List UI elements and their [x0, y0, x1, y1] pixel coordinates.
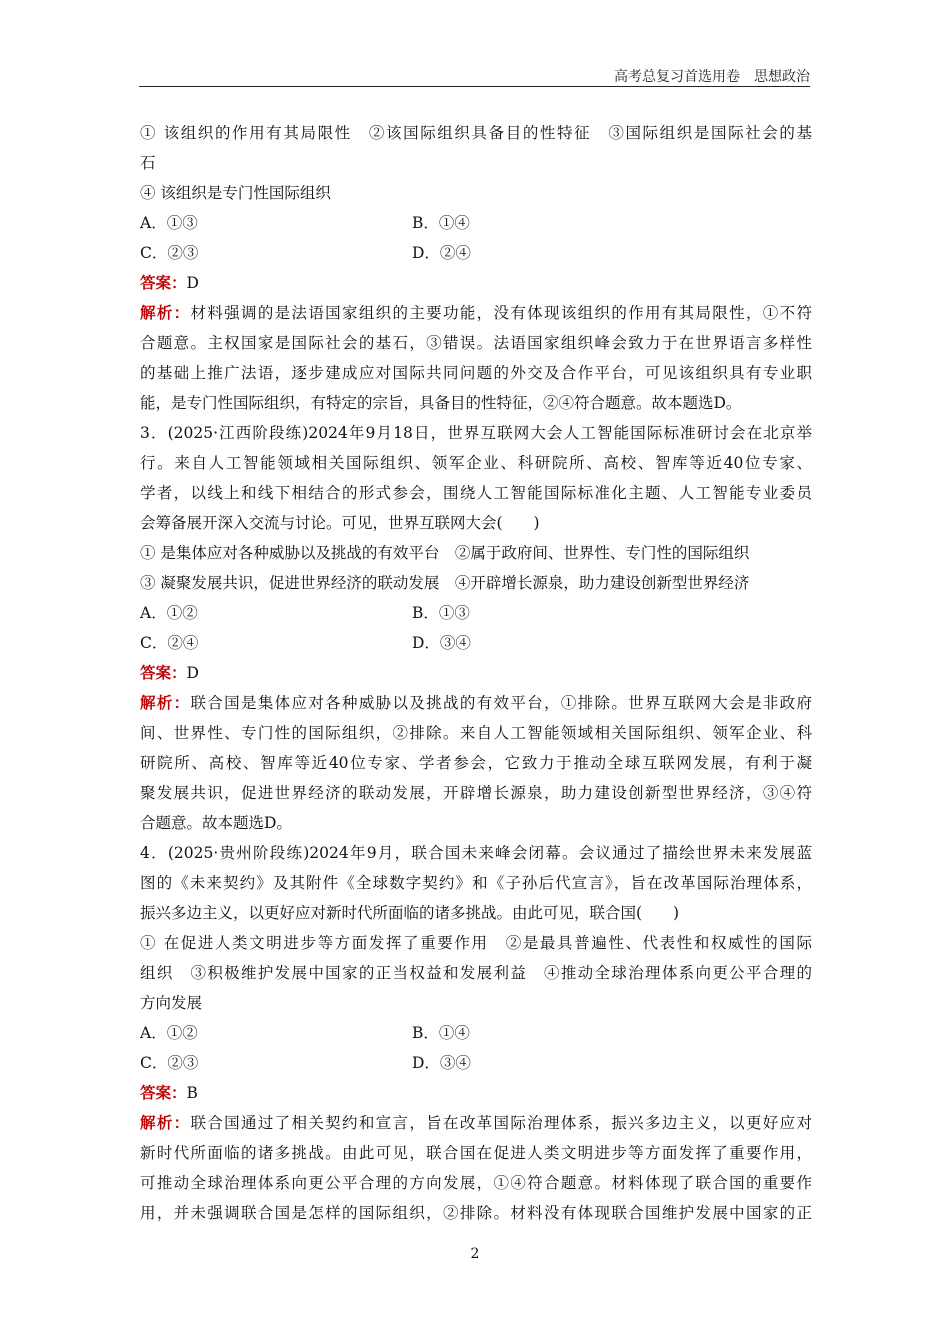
q2-choice-row-1: [140, 208, 812, 238]
q2-answer: [140, 268, 812, 298]
q3-stem-line-2: 行。来自人工智能领域相关国际组织、领军企业、科研院所、高校、智库等近40位专家、: [140, 454, 812, 472]
q3-choice-row-2: [140, 628, 812, 658]
q4-analysis-label: 解析：: [140, 1113, 191, 1132]
q4-choice-row-2: [140, 1048, 812, 1078]
q3-analysis-text-1: 联合国是集体应对各种威胁以及挑战的有效平台，①排除。世界互联网大会是非政府: [190, 694, 812, 712]
q4-stem-line-3: 振兴多边主义，以更好应对新时代所面临的诸多挑战。由此可见，联合国( ): [140, 904, 680, 922]
q4-answer: [140, 1078, 812, 1108]
q2-analysis-text-1: 材料强调的是法语国家组织的主要功能，没有体现该组织的作用有其局限性，①不符: [190, 304, 812, 322]
q3-options-line-1: ① 是集体应对各种威胁以及挑战的有效平台 ②属于政府间、世界性、专门性的国际组织: [140, 544, 750, 562]
page-content: [140, 118, 812, 1228]
q2-analysis-line-2: 合题意。主权国家是国际社会的基石，③错误。法语国家组织峰会致力于在世界语言多样性: [140, 334, 812, 352]
q4-options-line-3: 方向发展: [140, 994, 203, 1012]
q3-analysis-line-4: 聚发展共识，促进世界经济的联动发展，开辟增长源泉，助力建设创新型世界经济，③④符: [140, 784, 812, 802]
q3-stem-line-3: 学者，以线上和线下相结合的形式参会，围绕人工智能国际标准化主题、人工智能专业委员: [140, 484, 812, 502]
running-header: 高考总复习首选用卷 思想政治: [614, 69, 810, 85]
page-number: 2: [470, 1246, 480, 1262]
q4-options-line-1: ① 在促进人类文明进步等方面发挥了重要作用 ②是最具普遍性、代表性和权威性的国际: [140, 934, 812, 952]
q4-stem-line-1: 4．(2025·贵州阶段练)2024年9月，联合国未来峰会闭幕。会议通过了描绘世界未来发展蓝: [140, 844, 812, 862]
q2-analysis-line-4: 能，是专门性国际组织，有特定的宗旨，具备目的性特征，②④符合题意。故本题选D。: [140, 394, 742, 412]
q3-choice-row-1: [140, 598, 812, 628]
q3-analysis-line-5: 合题意。故本题选D。: [140, 814, 292, 832]
q2-analysis-line-3: 的基础上推广法语，逐步建成应对国际共同问题的外交及合作平台，可见该组织具有专业职: [140, 364, 812, 382]
q2-analysis-label: 解析：: [140, 303, 191, 322]
q3-options-line-2: ③ 凝聚发展共识，促进世界经济的联动发展 ④开辟增长源泉，助力建设创新型世界经济: [140, 574, 750, 592]
q2-options-line-2: 石: [140, 154, 156, 172]
q3-stem-line-4: 会筹备展开深入交流与讨论。可见，世界互联网大会( ): [140, 514, 540, 532]
q3-analysis-line-2: 间、世界性、专门性的国际组织，②排除。来自人工智能领域相关国际组织、领军企业、科: [140, 724, 812, 742]
q3-answer-value: D: [186, 664, 199, 682]
q2-answer-label: 答案：: [140, 273, 187, 292]
q2-analysis-line-1: [140, 298, 812, 328]
q2-options-line-1: ① 该组织的作用有其局限性 ②该国际组织具备目的性特征 ③国际组织是国际社会的基: [140, 124, 812, 142]
q4-choice-row-1: [140, 1018, 812, 1048]
q2-choice-a: A．①③: [140, 214, 198, 232]
q3-choice-b: B．①③: [412, 604, 470, 622]
q3-analysis-label: 解析：: [140, 693, 191, 712]
q3-choice-c: C．②④: [140, 634, 199, 652]
q4-choice-a: A．①②: [140, 1024, 198, 1042]
q4-options-line-2: 组织 ③积极维护发展中国家的正当权益和发展利益 ④推动全球治理体系向更公平合理的: [140, 964, 812, 982]
q4-choice-d: D．③④: [412, 1054, 471, 1072]
q3-choice-d: D．③④: [412, 634, 471, 652]
q4-stem-line-2: 图的《未来契约》及其附件《全球数字契约》和《子孙后代宣言》，旨在改革国际治理体系，: [140, 874, 812, 892]
q2-choice-b: B．①④: [412, 214, 470, 232]
q2-answer-value: D: [186, 274, 199, 292]
q3-answer-label: 答案：: [140, 663, 187, 682]
q3-stem-line-1: 3．(2025·江西阶段练)2024年9月18日，世界互联网大会人工智能国际标准研讨会在北京举: [140, 424, 812, 442]
q3-analysis-line-3: 研院所、高校、智库等近40位专家、学者参会，它致力于推动全球互联网发展，有利于凝: [140, 754, 812, 772]
q3-answer: [140, 658, 812, 688]
q4-choice-b: B．①④: [412, 1024, 470, 1042]
q4-analysis-line-1: [140, 1108, 812, 1138]
q2-options-line-3: ④ 该组织是专门性国际组织: [140, 184, 331, 202]
q2-choice-d: D．②④: [412, 244, 471, 262]
q2-choice-row-2: [140, 238, 812, 268]
q4-answer-label: 答案：: [140, 1083, 187, 1102]
q4-answer-value: B: [186, 1084, 198, 1102]
header-rule: [139, 86, 810, 87]
q4-analysis-line-2: 新时代所面临的诸多挑战。由此可见，联合国在促进人类文明进步等方面发挥了重要作用，: [140, 1144, 812, 1162]
q3-analysis-line-1: [140, 688, 812, 718]
q4-analysis-text-1: 联合国通过了相关契约和宣言，旨在改革国际治理体系，振兴多边主义，以更好应对: [190, 1114, 812, 1132]
q4-analysis-line-3: 可推动全球治理体系向更公平合理的方向发展，①④符合题意。材料体现了联合国的重要作: [140, 1174, 812, 1192]
q3-choice-a: A．①②: [140, 604, 198, 622]
q4-choice-c: C．②③: [140, 1054, 199, 1072]
q4-analysis-line-4: 用，并未强调联合国是怎样的国际组织，②排除。材料没有体现联合国维护发展中国家的正: [140, 1204, 812, 1222]
q2-choice-c: C．②③: [140, 244, 199, 262]
